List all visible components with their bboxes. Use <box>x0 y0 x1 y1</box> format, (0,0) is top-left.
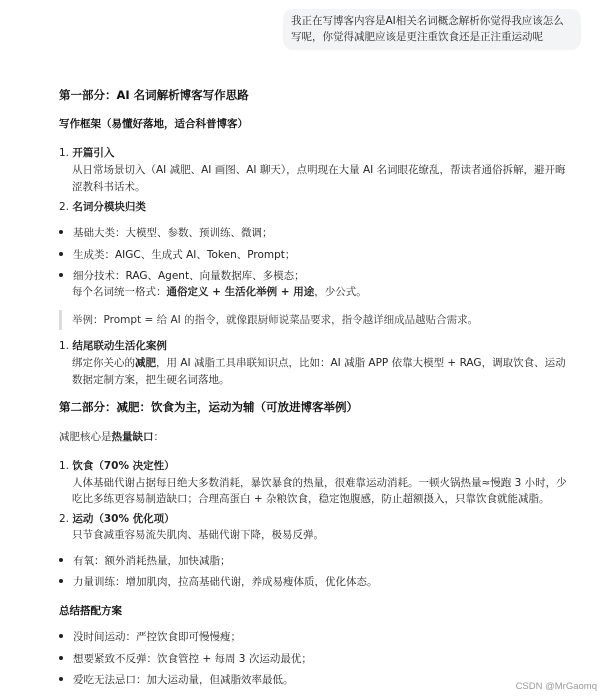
bullet-icon <box>59 558 63 562</box>
list-number: 2. <box>59 201 70 213</box>
part1-heading: 第一部分：AI 名词解析博客写作思路 <box>59 88 249 102</box>
bullet-icon <box>59 656 63 660</box>
list-number: 2. <box>59 513 70 525</box>
user-message-bubble <box>283 9 581 50</box>
list-item-title: 名词分模块归类 <box>72 201 146 213</box>
intro-line: 从日常场景切入（AI 减肥、AI 画图、AI 聊天），点明现在大量 AI 名词眼花缭乱，帮读者通俗拆解，避开晦 <box>72 164 566 176</box>
list-item-intro <box>59 145 114 162</box>
list-item-title: 结尾联动生活化案例 <box>72 340 167 352</box>
summary-title: 总结搭配方案 <box>59 605 122 617</box>
watermark: CSDN @MrGaomq <box>515 681 597 692</box>
list-item-title: 运动（30% 优化项） <box>72 513 175 525</box>
format-line: 每个名词统一格式：通俗定义 + 生活化举例 + 用途，少公式。 <box>72 286 367 298</box>
bullet-icon <box>59 273 63 277</box>
list-item: 基础大类：大模型、参数、预训练、微调； <box>59 225 273 242</box>
bullet-icon <box>59 579 63 583</box>
framework-title: 写作框架（易懂好落地，适合科普博客） <box>59 118 248 130</box>
list-item-closing <box>59 338 167 355</box>
list-item: 细分技术：RAG、Agent、向量数据库、多模态； <box>59 268 305 285</box>
diet-line: 人体基础代谢占据每日绝大多数消耗，暴饮暴食的热量，很难靠运动消耗。一顿火锅热量≈慢跑 3 小时，少 <box>72 477 567 489</box>
list-item: 爱吃无法忌口：加大运动量，但减脂效率最低。 <box>59 672 294 689</box>
example-quote: 举例：Prompt = 给 AI 的指令，就像跟厨师说菜品要求，指令越详细成品越贴合需求。 <box>59 310 478 330</box>
list-item: 想要紧致不反弹：饮食管控 + 每周 3 次运动最优； <box>59 651 312 668</box>
list-item: 有氧：额外消耗热量，加快减脂； <box>59 553 231 570</box>
exercise-line: 只节食减重容易流失肌肉、基础代谢下降，极易反弹。 <box>72 529 324 541</box>
closing-line: 绑定你关心的减肥，用 AI 减脂工具串联知识点，比如：AI 减脂 APP 依靠大模型 + RAG，调取饮食、运动 <box>72 357 566 369</box>
list-number: 1. <box>59 340 70 352</box>
bullet-icon <box>59 634 63 638</box>
bullet-icon <box>59 252 63 256</box>
list-item-categories <box>59 199 146 216</box>
list-item-exercise <box>59 511 175 528</box>
list-item-title: 饮食（70% 决定性） <box>72 460 175 472</box>
user-message-line: 写呢，你觉得减肥应该是更注重饮食还是正注重运动呢 <box>291 31 543 43</box>
bullet-icon <box>59 677 63 681</box>
core-line: 减肥核心是热量缺口： <box>59 431 164 443</box>
intro-line: 涩教科书话术。 <box>72 181 146 193</box>
list-item-diet <box>59 458 175 475</box>
part2-heading: 第二部分：减肥：饮食为主，运动为辅（可放进博客举例） <box>59 400 358 414</box>
list-item-title: 开篇引入 <box>72 147 115 159</box>
user-message-line: 我正在写博客内容是AI相关名词概念解析你觉得我应该怎么 <box>291 15 564 27</box>
closing-line: 数据定制方案，把生硬名词落地。 <box>72 374 230 386</box>
list-item: 生成类：AIGC、生成式 AI、Token、Prompt； <box>59 247 295 264</box>
list-number: 1. <box>59 147 70 159</box>
list-item: 力量训练：增加肌肉，拉高基础代谢，养成易瘦体质，优化体态。 <box>59 574 378 591</box>
list-number: 1. <box>59 460 70 472</box>
bullet-icon <box>59 230 63 234</box>
diet-line: 吃比多练更容易制造缺口；合理高蛋白 + 杂粮饮食，稳定饱腹感，防止超额摄入，只靠饮食就能减脂。 <box>72 493 550 505</box>
list-item: 没时间运动：严控饮食即可慢慢瘦； <box>59 629 241 646</box>
